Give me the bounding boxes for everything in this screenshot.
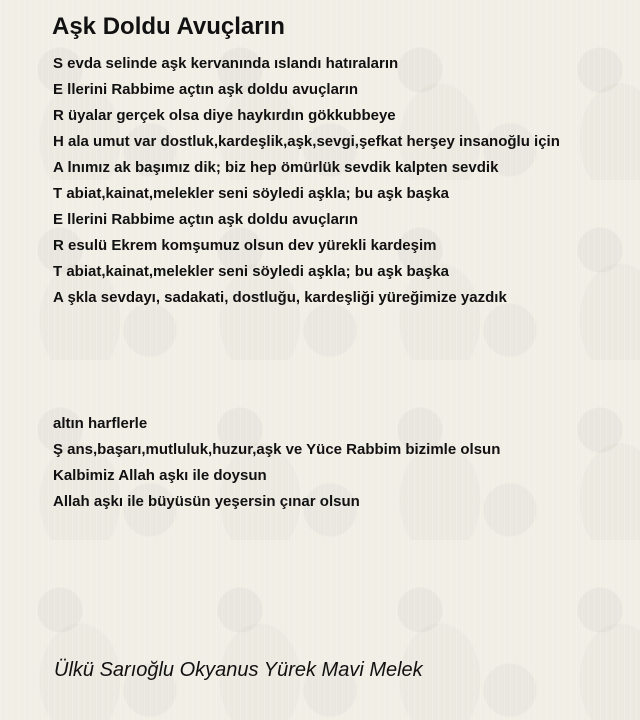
poem-line: R üyalar gerçek olsa diye haykırdın gökkubbeye — [53, 107, 396, 124]
poem-line: S evda selinde aşk kervanında ıslandı hatıraların — [53, 55, 399, 72]
poem-line: Kalbimiz Allah aşkı ile doysun — [53, 467, 267, 484]
poem-line: altın harflerle — [53, 415, 148, 432]
poem-line: E llerini Rabbime açtın aşk doldu avuçların — [53, 81, 359, 98]
poem-line: R esulü Ekrem komşumuz olsun dev yürekli kardeşim — [53, 237, 437, 254]
poem-title: Aşk Doldu Avuçların — [52, 13, 285, 40]
poem-line: A şkla sevdayı, sadakati, dostluğu, kardeşliği yüreğimize yazdık — [53, 289, 507, 306]
poem-stanza-2 — [53, 411, 500, 515]
poem-line: A lnımız ak başımız dik; biz hep ömürlük sevdik kalpten sevdik — [53, 159, 499, 176]
poem-line: E llerini Rabbime açtın aşk doldu avuçların — [53, 211, 359, 228]
poem-author: Ülkü Sarıoğlu Okyanus Yürek Mavi Melek — [54, 659, 423, 681]
poem-stanza-1 — [53, 51, 560, 311]
poem-line: T abiat,kainat,melekler seni söyledi aşkla; bu aşk başka — [53, 263, 450, 280]
poem-line: Allah aşkı ile büyüsün yeşersin çınar olsun — [53, 493, 360, 510]
poem-line: Ş ans,başarı,mutluluk,huzur,aşk ve Yüce Rabbim bizimle olsun — [53, 441, 501, 458]
poem-line: T abiat,kainat,melekler seni söyledi aşkla; bu aşk başka — [53, 185, 450, 202]
poem-line: H ala umut var dostluk,kardeşlik,aşk,sevgi,şefkat herşey insanoğlu için — [53, 133, 560, 150]
